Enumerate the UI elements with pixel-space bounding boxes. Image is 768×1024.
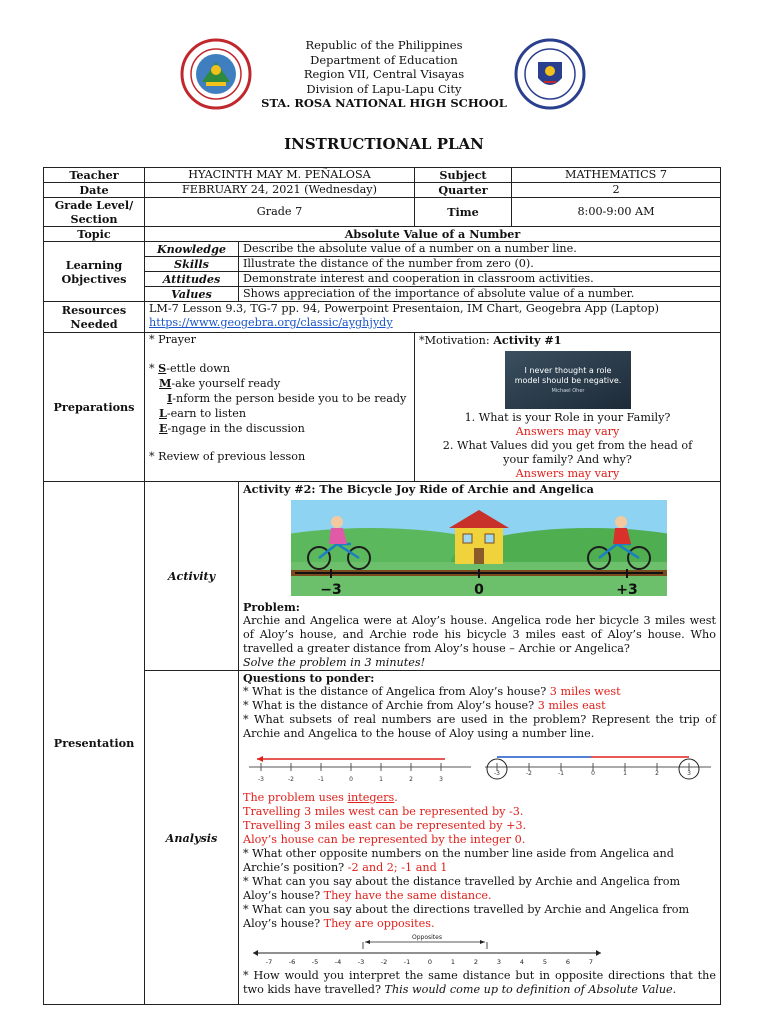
date-value: FEBRUARY 24, 2021 (Wednesday) (145, 183, 415, 198)
subject-label: Subject (415, 168, 512, 183)
quote-line-2: model should be negative. (514, 376, 621, 385)
quarter-label: Quarter (415, 183, 512, 198)
teacher-value: HYACINTH MAY M. PEÑALOSA (145, 168, 415, 183)
analysis-label: Analysis (145, 671, 239, 1005)
teacher-label: Teacher (44, 168, 145, 183)
preparations-left (145, 333, 415, 482)
objective-text: Describe the absolute value of a number on a number line. (239, 242, 721, 257)
deped-seal (514, 38, 586, 110)
header-line-1: Republic of the Philippines (305, 38, 463, 52)
opp-tick-label: -7 (265, 958, 273, 966)
smile-star: * (149, 362, 159, 375)
opp-tick-label: -5 (311, 958, 319, 966)
question-4-text: * What other opposite numbers on the number line aside from Angelica and Archie’s position? (243, 847, 674, 874)
quote-author: Michael Oher (551, 388, 584, 394)
response-1 (243, 791, 716, 805)
activity-row (44, 482, 721, 671)
grade-label-line-2: Section (70, 212, 118, 226)
motivation-title: Activity #1 (493, 333, 562, 347)
opposites-label: Opposites (412, 934, 442, 941)
two-number-lines-image (245, 743, 715, 787)
grade-value: Grade 7 (145, 198, 415, 227)
topic-row (44, 227, 721, 242)
question-7-answer: This would come up to definition of Absolute Value. (384, 983, 677, 996)
question-6-text: * What can you say about the directions travelled by Archie and Angelica from Aloy’s house? (243, 903, 690, 930)
questions-label: Questions to ponder: (243, 671, 375, 685)
bike-label-0: 0 (474, 582, 484, 596)
question-7-text: * How would you interpret the same distance but in opposite directions that the two kids have travelled? (243, 969, 716, 996)
opp-tick-label: 3 (496, 958, 502, 966)
grade-row (44, 198, 721, 227)
smile-s (149, 361, 410, 376)
motivation-answer-1: Answers may vary (515, 425, 620, 438)
date-row (44, 183, 721, 198)
opp-tick-label: 4 (519, 958, 525, 966)
motivation-question-1: 1. What is your Role in your Family? (464, 411, 671, 424)
nl-left-tick-label: 0 (349, 776, 353, 783)
presentation-label: Presentation (44, 482, 145, 1005)
smile-e (149, 421, 410, 436)
document-title: INSTRUCTIONAL PLAN (284, 135, 484, 153)
resources-label (44, 302, 145, 333)
topic-label: Topic (44, 227, 145, 242)
response-4: Aloy’s house can be represented by the integer 0. (243, 833, 526, 846)
answer-4: -2 and 2; -1 and 1 (347, 861, 448, 874)
quote-line-1: I never thought a role (524, 366, 611, 375)
motivation-question-2-line-1: 2. What Values did you get from the head of (442, 439, 693, 452)
motivation-heading (419, 333, 716, 348)
preparations-row (44, 333, 721, 482)
question-7 (243, 969, 716, 997)
nl-right-tick-label: 0 (591, 770, 595, 777)
objective-domain: Attitudes (145, 272, 239, 287)
resources-label-line-2: Needed (70, 317, 118, 331)
smile-letter-s: S (158, 361, 167, 375)
bike-label-neg3: −3 (320, 582, 342, 596)
smile-l (149, 406, 410, 421)
header-text (230, 38, 538, 111)
resources-row (44, 302, 721, 333)
nl-left-tick-label: 2 (409, 776, 413, 783)
motivation-question-2-line-2: your family? And why? (503, 453, 632, 466)
header-line-4: Division of Lapu-Lapu City (306, 81, 462, 96)
opp-tick-label: 1 (450, 958, 456, 966)
motivation-answer-2: Answers may vary (515, 467, 620, 480)
activity-label: Activity (145, 482, 239, 671)
spacer (149, 436, 410, 450)
date-label: Date (44, 183, 145, 198)
opp-tick-label: -4 (334, 958, 342, 966)
objective-domain: Knowledge (145, 242, 239, 257)
objectives-label-line-1: Learning (65, 257, 123, 272)
nl-left-tick-label: -2 (288, 776, 294, 783)
nl-left-tick-label: -1 (318, 776, 324, 783)
nl-right-tick-label: 3 (687, 770, 691, 777)
answer-2: 3 miles east (537, 699, 606, 712)
objectives-label (44, 242, 145, 302)
resources-label-line-1: Resources (61, 303, 127, 317)
question-1-text: * What is the distance of Angelica from Aloy’s house? (243, 685, 550, 698)
smile-letter-e: E (159, 421, 168, 435)
instructional-plan-table (43, 167, 721, 1005)
objective-text: Illustrate the distance of the number from zero (0). (239, 257, 721, 272)
nl-left-tick-label: -3 (258, 776, 264, 783)
time-label: Time (415, 198, 512, 227)
smile-i (149, 391, 410, 406)
smile-text-l: -earn to listen (166, 407, 247, 420)
problem-label: Problem: (243, 600, 300, 614)
nl-right-tick-label: -1 (558, 770, 564, 777)
response-1-prefix: The problem uses (243, 791, 348, 804)
question-3: * What subsets of real numbers are used in the problem? Represent the trip of Archie and Angelica to the house of Aloy using a number line. (243, 713, 716, 740)
solve-instruction: Solve the problem in 3 minutes! (243, 656, 426, 669)
smile-m (149, 376, 410, 391)
question-5-text: * What can you say about the distance travelled by Archie and Angelica from Aloy’s house? (243, 875, 681, 902)
nl-left-tick-label: 1 (379, 776, 383, 783)
smile-text-m: -ake yourself ready (171, 377, 281, 390)
motivation-prefix: *Motivation: (419, 334, 494, 347)
question-2 (243, 699, 716, 713)
objective-row-attitudes (44, 272, 721, 287)
preparations-label: Preparations (44, 333, 145, 482)
header-line-3: Region VII, Central Visayas (303, 67, 465, 81)
objective-row-values (44, 287, 721, 302)
number-line-right (485, 757, 711, 779)
objective-row-skills (44, 257, 721, 272)
question-4 (243, 847, 716, 875)
subject-value: MATHEMATICS 7 (512, 168, 721, 183)
activity-content (239, 482, 721, 671)
opp-tick-label: -3 (357, 958, 365, 966)
nl-right-tick-label: 1 (623, 770, 627, 777)
header-line-2: Department of Education (310, 52, 458, 67)
opp-tick-label: -6 (288, 958, 296, 966)
bicycle-number-line-image (291, 500, 667, 596)
objective-text: Demonstrate interest and cooperation in classroom activities. (239, 272, 721, 287)
problem-text: Archie and Angelica were at Aloy’s house. Angelica rode her bicycle 3 miles west of Aloy’s house, and Archie rode his bicycle 3 miles east of Aloy’s house. Who travelled a greater distance from Aloy’s house – Archie or Angelica? (243, 614, 716, 655)
response-2: Travelling 3 miles west can be represented by -3. (243, 805, 524, 818)
objective-domain: Values (145, 287, 239, 302)
answer-5: They have the same distance. (323, 889, 492, 902)
smile-text-s: -ettle down (166, 362, 231, 375)
question-1 (243, 685, 716, 699)
objective-row-knowledge (44, 242, 721, 257)
answer-6: They are opposites. (323, 917, 435, 930)
objective-domain: Skills (145, 257, 239, 272)
response-1-suffix: . (394, 791, 398, 804)
opp-tick-label: 2 (473, 958, 479, 966)
number-line-left (249, 756, 471, 783)
resources-text: LM-7 Lesson 9.3, TG-7 pp. 94, Powerpoint Presentaion, IM Chart, Geogebra App (Laptop) (149, 302, 660, 315)
geogebra-link[interactable]: https://www.geogebra.org/classic/ayghjydy (149, 316, 393, 329)
review-item: * Review of previous lesson (149, 450, 306, 463)
school-name: STA. ROSA NATIONAL HIGH SCHOOL (261, 96, 507, 110)
grade-label (44, 198, 145, 227)
role-model-quote-image (505, 351, 631, 409)
bike-label-pos3: +3 (616, 582, 638, 596)
smile-text-e: -ngage in the discussion (167, 422, 305, 435)
analysis-row (44, 671, 721, 1005)
time-value: 8:00-9:00 AM (512, 198, 721, 227)
analysis-content (239, 671, 721, 1005)
opp-tick-label: 5 (542, 958, 548, 966)
smile-text-i: -nform the person beside you to be ready (172, 392, 407, 405)
response-3: Travelling 3 miles east can be represented by +3. (243, 819, 527, 832)
prayer-item: * Prayer (149, 333, 196, 346)
topic-value: Absolute Value of a Number (145, 227, 721, 242)
opp-tick-label: -2 (380, 958, 388, 966)
answer-1: 3 miles west (549, 685, 621, 698)
nl-right-tick-label: 2 (655, 770, 659, 777)
smile-letter-i: I (167, 391, 173, 405)
preparations-right (415, 333, 721, 482)
response-1-keyword: integers (347, 791, 395, 804)
spacer (149, 347, 410, 361)
smile-letter-l: L (159, 406, 167, 420)
nl-left-tick-label: 3 (439, 776, 443, 783)
nl-right-tick-label: -2 (526, 770, 532, 777)
nl-right-tick-label: -3 (494, 770, 500, 777)
document-header (0, 38, 768, 118)
objective-text: Shows appreciation of the importance of absolute value of a number. (239, 287, 721, 302)
opposites-number-line-image (249, 933, 605, 967)
objectives-label-line-2: Objectives (61, 271, 127, 286)
opp-tick-label: 7 (588, 958, 594, 966)
smile-letter-m: M (159, 376, 172, 390)
resources-value (145, 302, 721, 333)
grade-label-line-1: Grade Level/ (54, 198, 134, 212)
teacher-row (44, 168, 721, 183)
question-5 (243, 875, 716, 903)
question-2-text: * What is the distance of Archie from Aloy’s house? (243, 699, 538, 712)
opp-tick-label: 0 (427, 958, 433, 966)
opp-tick-label: -1 (403, 958, 411, 966)
opp-tick-label: 6 (565, 958, 571, 966)
question-6 (243, 903, 716, 931)
quarter-value: 2 (512, 183, 721, 198)
activity-title: Activity #2: The Bicycle Joy Ride of Archie and Angelica (243, 482, 594, 496)
